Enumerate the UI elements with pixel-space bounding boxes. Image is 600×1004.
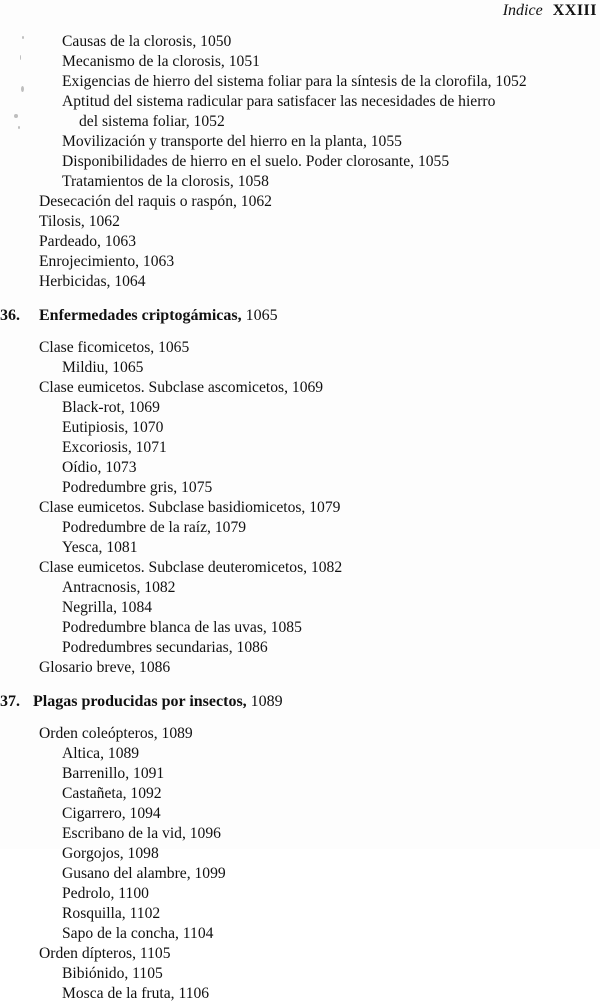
toc-entry: Cigarrero, 1094 bbox=[62, 805, 161, 822]
toc-entry: Black-rot, 1069 bbox=[62, 399, 160, 416]
chapter-page: 1089 bbox=[246, 693, 283, 710]
toc-entry: Negrilla, 1084 bbox=[62, 599, 153, 616]
chapter-number: 37. bbox=[0, 693, 20, 710]
running-head-section: Indice bbox=[502, 2, 543, 19]
toc-entry: Yesca, 1081 bbox=[62, 539, 138, 556]
toc-entry: Clase eumicetos. Subclase deuteromicetos, 1082 bbox=[39, 559, 343, 576]
toc-entry: Clase ficomicetos, 1065 bbox=[39, 339, 190, 356]
toc-entry: Glosario breve, 1086 bbox=[39, 659, 171, 676]
toc-entry: Pardeado, 1063 bbox=[39, 233, 137, 250]
toc-entry: Mecanismo de la clorosis, 1051 bbox=[62, 53, 260, 70]
toc-entry: Gorgojos, 1098 bbox=[62, 845, 159, 862]
toc-entry: Disponibilidades de hierro en el suelo. Poder clorosante, 1055 bbox=[62, 153, 450, 170]
toc-entry: Oídio, 1073 bbox=[62, 459, 137, 476]
toc-entry: del sistema foliar, 1052 bbox=[79, 113, 225, 130]
chapter-heading bbox=[33, 692, 283, 712]
scan-artifact bbox=[21, 86, 24, 92]
toc-entry: Altica, 1089 bbox=[62, 745, 140, 762]
toc-entry: Enrojecimiento, 1063 bbox=[39, 253, 175, 270]
toc-entry: Clase eumicetos. Subclase ascomicetos, 1069 bbox=[39, 379, 324, 396]
toc-entry: Gusano del alambre, 1099 bbox=[62, 865, 226, 882]
toc-entry: Aptitud del sistema radicular para satisfacer las necesidades de hierro bbox=[62, 93, 496, 110]
toc-entry: Barrenillo, 1091 bbox=[62, 765, 165, 782]
toc-entry: Mosca de la fruta, 1106 bbox=[62, 985, 210, 1002]
toc-entry: Clase eumicetos. Subclase basidiomicetos, 1079 bbox=[39, 499, 341, 516]
chapter-heading bbox=[39, 306, 278, 326]
toc-entry: Movilización y transporte del hierro en la planta, 1055 bbox=[62, 133, 402, 150]
scan-artifact bbox=[18, 126, 20, 129]
toc-entry: Eutipiosis, 1070 bbox=[62, 419, 164, 436]
toc-entry: Castañeta, 1092 bbox=[62, 785, 162, 802]
chapter-title: Plagas producidas por insectos, bbox=[33, 693, 247, 710]
toc-entry: Mildiu, 1065 bbox=[62, 359, 144, 376]
chapter-title: Enfermedades criptogámicas, bbox=[39, 307, 242, 324]
toc-entry: Escribano de la vid, 1096 bbox=[62, 825, 221, 842]
chapter-page: 1065 bbox=[241, 307, 278, 324]
toc-entry: Pedrolo, 1100 bbox=[62, 885, 149, 902]
toc-entry: Rosquilla, 1102 bbox=[62, 905, 161, 922]
toc-entry: Tratamientos de la clorosis, 1058 bbox=[62, 173, 269, 190]
chapter-number: 36. bbox=[0, 307, 20, 324]
running-head bbox=[503, 1, 597, 21]
scan-artifact bbox=[20, 55, 21, 60]
toc-entry: Causas de la clorosis, 1050 bbox=[62, 33, 232, 50]
toc-entry: Orden coleópteros, 1089 bbox=[39, 725, 193, 742]
toc-entry: Sapo de la concha, 1104 bbox=[62, 925, 214, 942]
toc-entry: Exigencias de hierro del sistema foliar para la síntesis de la clorofila, 1052 bbox=[62, 73, 527, 90]
toc-entry: Podredumbres secundarias, 1086 bbox=[62, 639, 268, 656]
scan-artifact bbox=[22, 36, 24, 39]
toc-entry: Bibiónido, 1105 bbox=[62, 965, 163, 982]
toc-entry: Podredumbre blanca de las uvas, 1085 bbox=[62, 619, 302, 636]
toc-entry: Desecación del raquis o raspón, 1062 bbox=[39, 193, 272, 210]
toc-entry: Podredumbre gris, 1075 bbox=[62, 479, 213, 496]
toc-entry: Orden dípteros, 1105 bbox=[39, 945, 171, 962]
toc-entry: Herbicidas, 1064 bbox=[39, 273, 146, 290]
toc-entry: Tilosis, 1062 bbox=[39, 213, 120, 230]
scan-artifact bbox=[14, 114, 18, 118]
page-number-roman: XXIII bbox=[552, 2, 597, 19]
toc-entry: Podredumbre de la raíz, 1079 bbox=[62, 519, 247, 536]
toc-entry: Antracnosis, 1082 bbox=[62, 579, 176, 596]
toc-entry: Excoriosis, 1071 bbox=[62, 439, 167, 456]
